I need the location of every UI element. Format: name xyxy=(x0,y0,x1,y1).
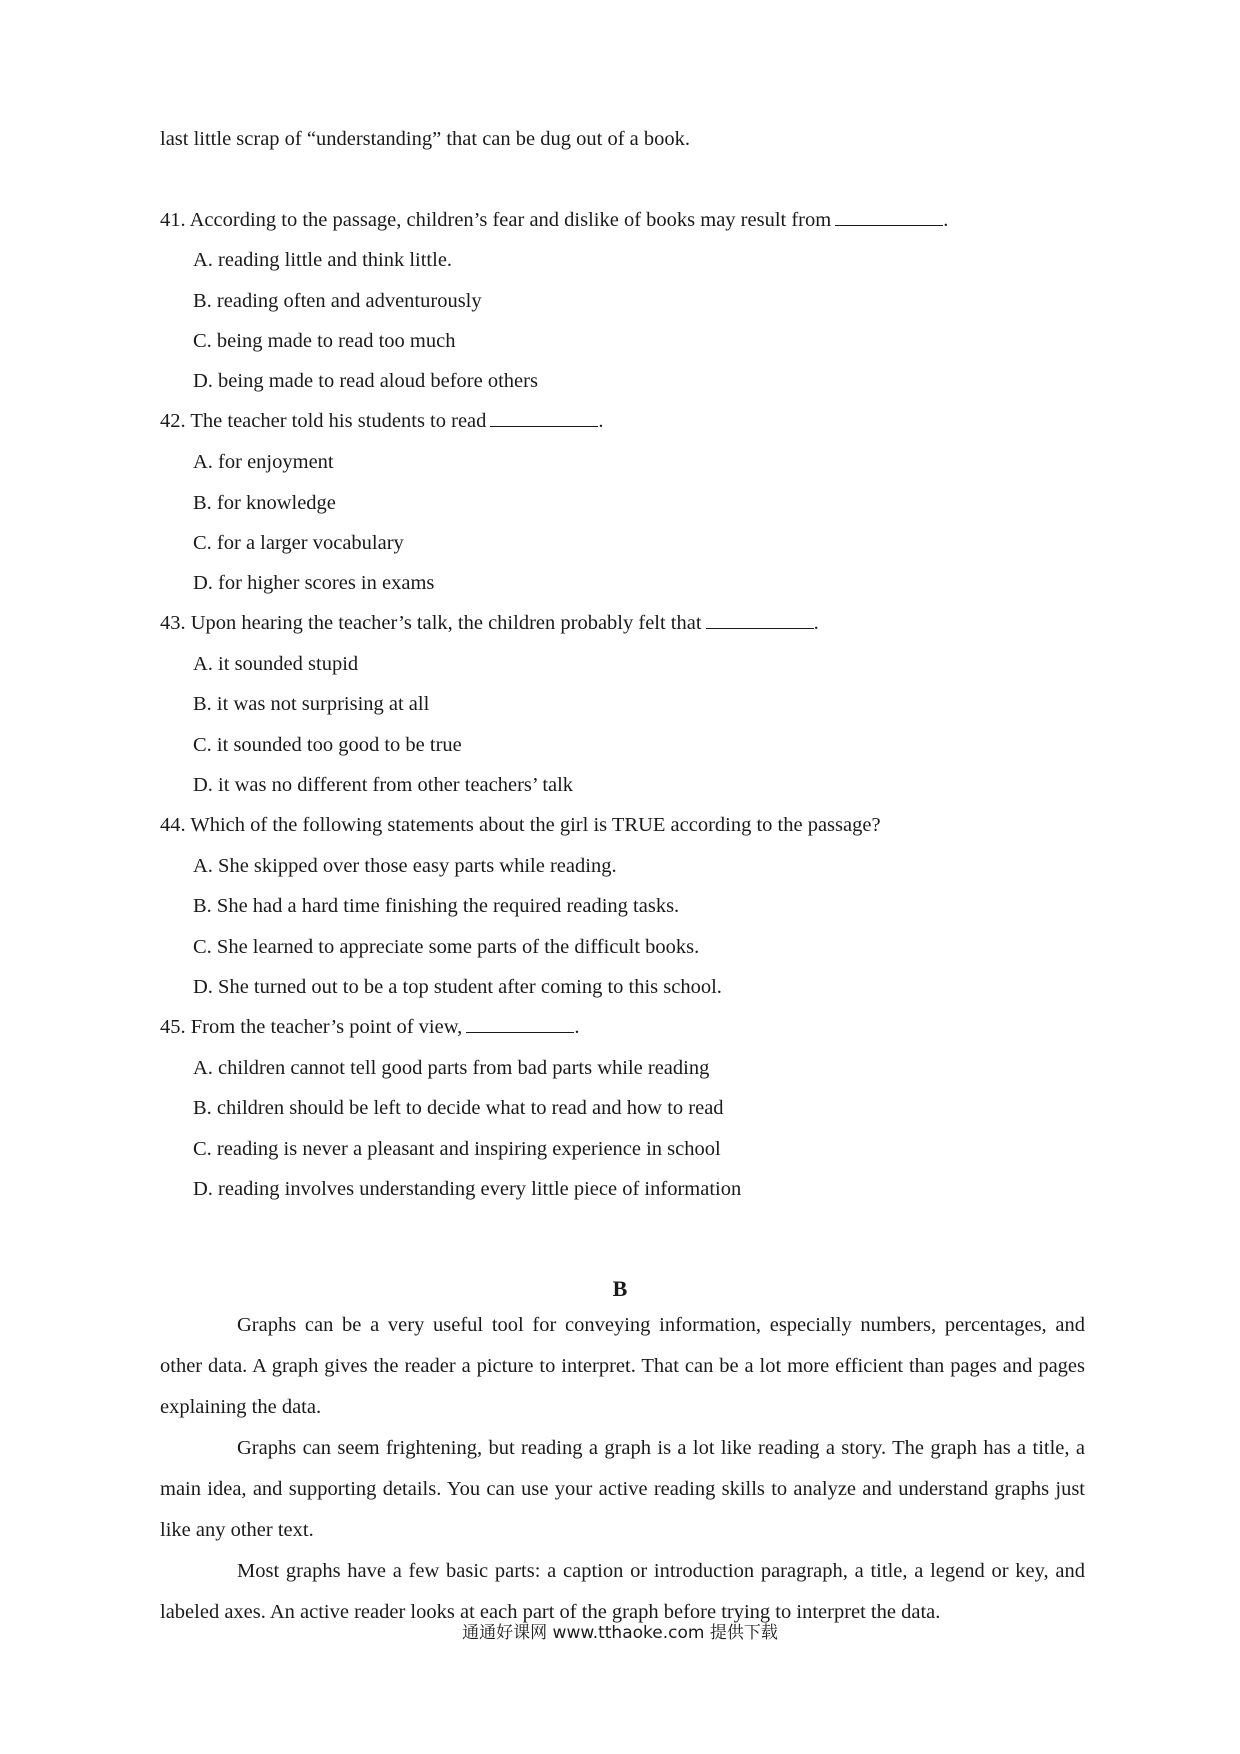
option-41-c: C. being made to read too much xyxy=(193,330,456,352)
option-43-a: A. it sounded stupid xyxy=(193,653,359,675)
question-text: 43. Upon hearing the teacher’s talk, the children probably felt that xyxy=(160,612,702,634)
option-44-d: D. She turned out to be a top student after coming to this school. xyxy=(193,976,722,998)
section-b-paragraph-1: Graphs can be a very useful tool for conveying information, especially numbers, percentages, and other data. A graph gives the reader a picture to interpret. That can be a lot more efficient than pages and pages explaining the data. xyxy=(160,1314,1085,1418)
option-42-a: A. for enjoyment xyxy=(193,451,334,473)
question-text: 45. From the teacher’s point of view, xyxy=(160,1016,463,1038)
option-45-b: B. children should be left to decide what to read and how to read xyxy=(193,1097,724,1119)
option-45-a: A. children cannot tell good parts from bad parts while reading xyxy=(193,1057,710,1079)
answer-blank xyxy=(466,1014,574,1033)
question-45-stem: 45. From the teacher’s point of view, . xyxy=(160,1016,580,1038)
option-41-d: D. being made to read aloud before others xyxy=(193,370,538,392)
answer-blank xyxy=(835,207,943,226)
question-44-stem: 44. Which of the following statements about the girl is TRUE according to the passage? xyxy=(160,814,881,836)
section-b-paragraph-3: Most graphs have a few basic parts: a caption or introduction paragraph, a title, a legend or key, and labeled axes. An active reader looks at each part of the graph before trying to interpret the data. xyxy=(160,1560,1085,1623)
option-43-d: D. it was no different from other teachers’ talk xyxy=(193,774,574,796)
option-42-c: C. for a larger vocabulary xyxy=(193,532,404,554)
option-43-c: C. it sounded too good to be true xyxy=(193,734,462,756)
section-b-paragraph-2: Graphs can seem frightening, but reading a graph is a lot like reading a story. The graph has a title, a main idea, and supporting details. You can use your active reading skills to analyze and understand graphs just like any other text. xyxy=(160,1437,1085,1541)
option-45-d: D. reading involves understanding every little piece of information xyxy=(193,1178,742,1200)
question-43-stem: 43. Upon hearing the teacher’s talk, the children probably felt that . xyxy=(160,612,819,634)
option-41-b: B. reading often and adventurously xyxy=(193,290,482,312)
question-42-stem: 42. The teacher told his students to read . xyxy=(160,410,604,432)
passage-continuation: last little scrap of “understanding” that can be dug out of a book. xyxy=(160,128,690,150)
answer-blank xyxy=(706,610,814,629)
option-44-c: C. She learned to appreciate some parts of the difficult books. xyxy=(193,936,700,958)
option-43-b: B. it was not surprising at all xyxy=(193,693,430,715)
option-44-b: B. She had a hard time finishing the required reading tasks. xyxy=(193,895,680,917)
question-text: 41. According to the passage, children’s fear and dislike of books may result from xyxy=(160,209,832,231)
question-41-stem: 41. According to the passage, children’s fear and dislike of books may result from . xyxy=(160,209,949,231)
option-45-c: C. reading is never a pleasant and inspiring experience in school xyxy=(193,1138,721,1160)
option-41-a: A. reading little and think little. xyxy=(193,249,453,271)
option-44-a: A. She skipped over those easy parts while reading. xyxy=(193,855,617,877)
section-b-title: B xyxy=(612,1276,628,1301)
option-42-b: B. for knowledge xyxy=(193,492,336,514)
page-footer: 通通好课网 www.tthaoke.com 提供下载 xyxy=(462,1623,778,1643)
question-text: 42. The teacher told his students to read xyxy=(160,410,487,432)
option-42-d: D. for higher scores in exams xyxy=(193,572,435,594)
answer-blank xyxy=(490,408,598,427)
